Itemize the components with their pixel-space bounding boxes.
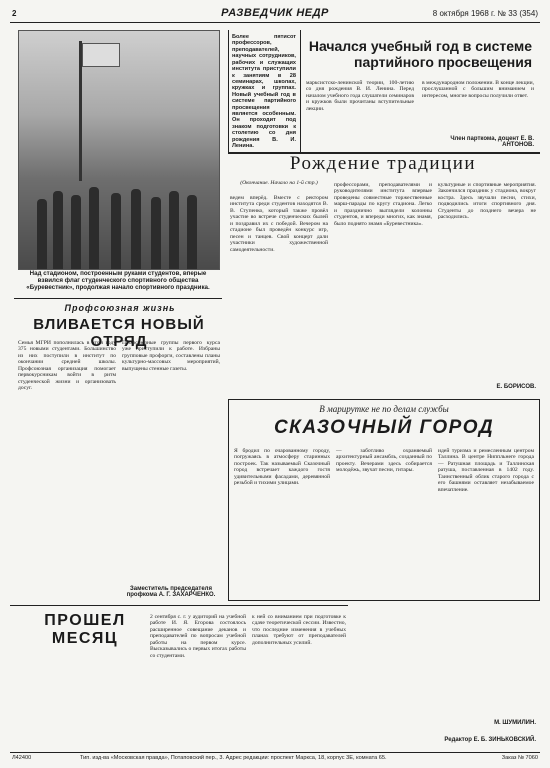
traditions-title: Рождение традиции [289,153,477,174]
month-title: ПРОШЕЛ МЕСЯЦ [44,612,126,647]
city-col-3: идей туризма и ремесленным центром Таллина. В центре Ниппльнеге города — Ратушная площадь и Таллинская ратуша, поставленная в 1402 году. Таинственный облик старого города с его башнями оставляет незабываемое впечатление. [438,448,534,493]
page-header [10,6,540,23]
newspaper-name: РАЗВЕДЧИК НЕДР [221,7,329,19]
union-col-2: Профсоюзные группы первого курса уже приступили к работе. Избраны групповые профорги, составлены планы культурно-массовых мероприятий, выпущены стенные газеты. [122,340,220,372]
stadium-photo [18,30,220,270]
teachers-box-text: Более пятисот профессоров, преподавателей, научных сотрудников, рабочих и служащих института приступили к занятиям в 28 семинарах, школах, кружках и группах. Новый учебный год в системе партийного просвещения является особенным. Он проходит под знаком подготовки к столетию со дня рождения В. И. Ленина. [232,34,296,150]
issue-date: 8 октября 1968 г. № 33 (354) [432,9,538,18]
city-col-2: — заботливо охраняемый архитектурный ансамбль, созданный по проекту. Вечерами здесь собирается молодёжь, звучат песни, гитары. [336,448,432,474]
footer-order: Заказ № 7060 [501,755,538,761]
party-col-1: марксистско-ленинской теории, 100-летию со дня рождения В. И. Ленина. Перед началом учебного года слушатели семинаров и кружков были прочитаны вступительные лекции. [306,80,414,112]
union-section-title: Профсоюзная жизнь [64,303,176,313]
traditions-signature: Е. БОРИСОВ. [496,384,536,390]
union-signature: Заместитель председателя профкома А. Г. ЗАХАРЧЕНКО. [126,586,216,598]
union-col-1: Семья МГРИ пополнилась в этом году 375 новыми студентами. Большинство из них поступили в институт по окончании средней школы. Профсоюзная организация помогает первокурсникам войти в ритм студенческой жизни и организовать досуг. [18,340,116,392]
union-article-title: ВЛИВАЕТСЯ НОВЫЙ ОТРЯД [33,316,205,350]
footer-code: Л42400 [12,755,32,761]
traditions-col-3: культурные и спортивные мероприятия. Закончился праздник у стадиона, вокруг костра. Здесь звучали песни, стихи, подводились итоги спортивного дня. Студенты до позднего вечера не расходились. [438,182,536,221]
fairytale-city-box [228,399,540,601]
traditions-lead: (Окончание. Начало на 1-й стр.) [240,180,318,186]
party-education-title: Начался учебный год в системе партийного просвещения [308,38,532,71]
city-signature: М. ШУМИЛИН. [494,720,536,726]
party-col-2: в международном положении. В конце лекции, прослушанной с большим вниманием и интересом, многие вопросы получили ответ. [422,80,534,99]
footer-address: Тип. изд-ва «Московская правда», Потаповский пер., 3. Адрес редакции: проспект Маркса, 18, корпус 3Е, комната 65. [80,755,387,761]
editor-signature: Редактор Е. Б. ЗИНЬКОВСКИЙ. [444,737,536,743]
city-rubric: В марирутке не по делам службы [319,404,449,414]
month-col-2: к ней со вниманием при подготовке к сдаче теоретической сессии. Известно, что последние изменения в учебных планах требуют от преподавателей дополнительных усилий. [252,614,346,646]
party-signature: Член парткома, доцент Е. В. АНТОНОВ. [450,136,534,148]
traditions-col-2: профессорами, преподавателями и руководителями института впервые проведены совместные торжественные марш-парады по кругу стадиона. Легко и празднично выглядели колонны студентов, и впереди многих, как знамя, было поднято знамя «Буревестника». [334,182,432,227]
page-number: 2 [12,9,17,18]
month-col-1: 2 сентября с. г. у аудиторий на учебной работе И. Я. Егорова состоялось расширенное совещание деканов и преподавателей по вопросам учебной работы на первом курсе. Высказывались о первых итогах работы со студентами. [150,614,246,659]
city-col-1: Я бродил по очарованному городу, погружаясь в атмосферу старинных построек. Так называемый Сказочный город встречает каждого гостя удивительными фасадами, деревянной резьбой и тихими улицами. [234,448,330,487]
city-title: СКАЗОЧНЫЙ ГОРОД [273,417,495,438]
traditions-col-1: ведем вперёд. Вместе с ректором института среди студентов находятся В. В. Ступенко, который также провёл участие во встрече студенческих былей и поздравил их с победой. Вечером на стадионе был проведён конкурс игр, песен и танцев. Свой концерт дали участники художественной самодеятельности. [230,195,328,253]
page-footer [10,752,540,763]
photo-caption: Над стадионом, построенным руками студентов, вперые взвился флаг студенческого спортивного общества «Буревестник», продолжая начало спортивного праздника. [26,270,210,292]
